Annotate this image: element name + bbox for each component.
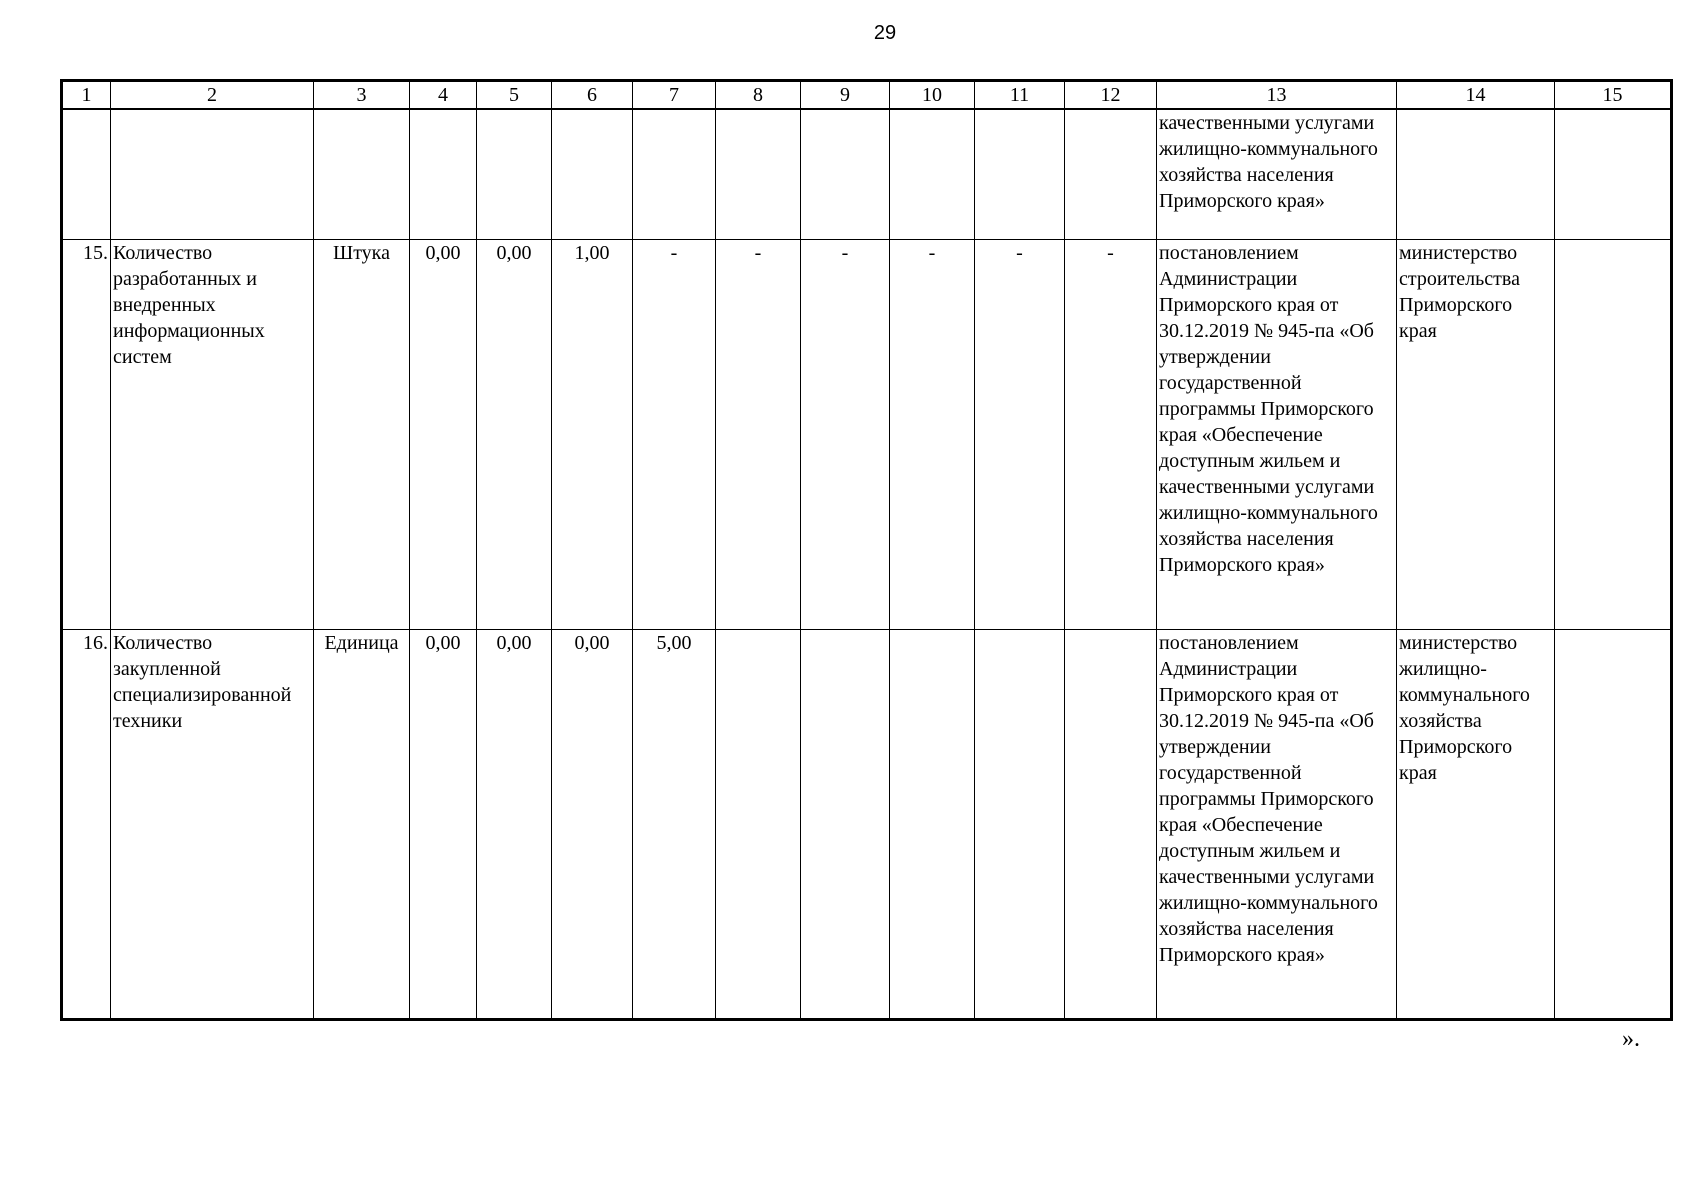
table-cell xyxy=(410,109,477,239)
header-cell: 14 xyxy=(1397,81,1555,110)
legal-basis-cell: постановлением Администрации Приморского края от 30.12.2019 № 945-па «Об утверждении государственной программы Приморского края «Обеспечение доступным жильем и качественными услугами жилищно-коммунального хозяйства населения Приморского края» xyxy=(1157,239,1397,629)
table-cell xyxy=(975,109,1065,239)
header-cell: 10 xyxy=(890,81,975,110)
responsible-body-cell: министерство жилищно-коммунального хозяйства Приморского края xyxy=(1397,629,1555,1019)
table-cell xyxy=(1555,239,1672,629)
unit-cell: Единица xyxy=(314,629,410,1019)
value-cell: 0,00 xyxy=(410,239,477,629)
table-cell xyxy=(890,109,975,239)
header-cell: 11 xyxy=(975,81,1065,110)
table-cell xyxy=(62,109,111,239)
header-cell: 7 xyxy=(633,81,716,110)
value-cell xyxy=(716,629,801,1019)
row-number: 16. xyxy=(62,629,111,1019)
header-cell: 2 xyxy=(111,81,314,110)
indicator-table xyxy=(60,79,1673,1021)
header-cell: 4 xyxy=(410,81,477,110)
header-cell: 12 xyxy=(1065,81,1157,110)
page-number: 29 xyxy=(873,22,897,44)
value-cell: - xyxy=(801,239,890,629)
closing-quote-mark: ». xyxy=(1622,1026,1640,1052)
table-header-row xyxy=(62,81,1672,110)
value-cell: - xyxy=(633,239,716,629)
value-cell xyxy=(801,629,890,1019)
value-cell: - xyxy=(890,239,975,629)
table-cell xyxy=(1065,109,1157,239)
value-cell: - xyxy=(975,239,1065,629)
value-cell xyxy=(1065,629,1157,1019)
value-cell: 5,00 xyxy=(633,629,716,1019)
table-row xyxy=(62,239,1672,629)
table-row-continued xyxy=(62,109,1672,239)
value-cell: - xyxy=(1065,239,1157,629)
row-number: 15. xyxy=(62,239,111,629)
value-cell: 1,00 xyxy=(552,239,633,629)
table-cell xyxy=(552,109,633,239)
legal-basis-cell: постановлением Администрации Приморского края от 30.12.2019 № 945-па «Об утверждении государственной программы Приморского края «Обеспечение доступным жильем и качественными услугами жилищно-коммунального хозяйства населения Приморского края» xyxy=(1157,629,1397,1019)
value-cell: 0,00 xyxy=(410,629,477,1019)
value-cell xyxy=(890,629,975,1019)
indicator-name: Количество разработанных и внедренных информационных систем xyxy=(111,239,314,629)
table-cell xyxy=(477,109,552,239)
table-cell xyxy=(801,109,890,239)
table-cell xyxy=(314,109,410,239)
table-cell xyxy=(1555,109,1672,239)
header-cell: 3 xyxy=(314,81,410,110)
table-row xyxy=(62,629,1672,1019)
value-cell: 0,00 xyxy=(477,239,552,629)
header-cell: 6 xyxy=(552,81,633,110)
indicator-name: Количество закупленной специализированной техники xyxy=(111,629,314,1019)
header-cell: 1 xyxy=(62,81,111,110)
responsible-body-cell: министерство строительства Приморского края xyxy=(1397,239,1555,629)
table-cell xyxy=(1397,109,1555,239)
table-cell xyxy=(111,109,314,239)
value-cell xyxy=(975,629,1065,1019)
value-cell: 0,00 xyxy=(477,629,552,1019)
header-cell: 13 xyxy=(1157,81,1397,110)
table-cell xyxy=(633,109,716,239)
table-cell xyxy=(716,109,801,239)
legal-basis-cell: качественными услугами жилищно-коммунального хозяйства населения Приморского края» xyxy=(1157,109,1397,239)
header-cell: 9 xyxy=(801,81,890,110)
unit-cell: Штука xyxy=(314,239,410,629)
table-cell xyxy=(1555,629,1672,1019)
header-cell: 5 xyxy=(477,81,552,110)
value-cell: 0,00 xyxy=(552,629,633,1019)
header-cell: 15 xyxy=(1555,81,1672,110)
value-cell: - xyxy=(716,239,801,629)
header-cell: 8 xyxy=(716,81,801,110)
